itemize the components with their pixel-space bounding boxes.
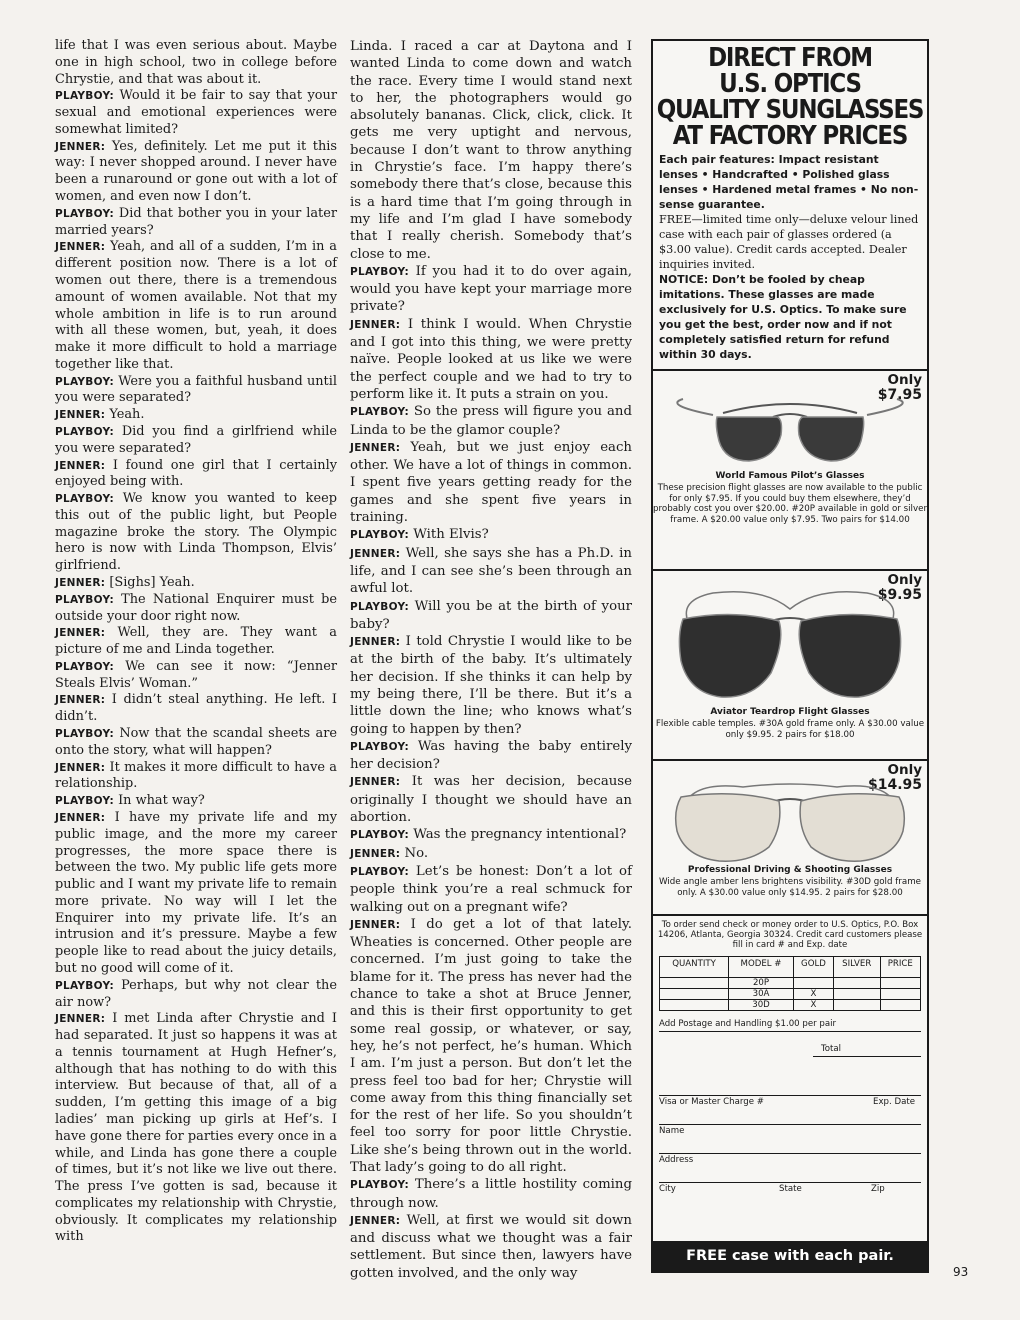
paragraph-text: Well, she says she has a Ph.D. in life, and I can see she’s been through an awful lot. — [350, 545, 632, 597]
name-label: Name — [659, 1126, 685, 1136]
speaker-label: PLAYBOY: — [350, 829, 409, 842]
paragraph-text: There’s a little hostility coming through now. — [350, 1177, 633, 1211]
speaker-label: PLAYBOY: — [55, 795, 114, 808]
article-paragraph — [55, 760, 337, 794]
paragraph-text: Yeah, but we just enjoy each other. We have a lot of things in common. I spent five years getting ready for the games and she spent five years in training. — [350, 439, 632, 526]
speaker-label: JENNER: — [55, 140, 106, 153]
model-cell: 20P — [729, 978, 794, 989]
order-table — [659, 956, 921, 1011]
speaker-label: PLAYBOY: — [350, 865, 409, 878]
paragraph-text: Yeah, and all of a sudden, I’m in a different position now. There is a lot of women out there, there is a tremendous amount of women available. Not that my whole ambition in life is to run around with all these women, but, yeah, it does make it more difficult to hold a marriage together like that. — [55, 239, 337, 372]
article-paragraph — [350, 1212, 632, 1282]
article-paragraph — [350, 403, 632, 439]
order-form — [653, 914, 927, 1194]
paragraph-text: Yes, definitely. Let me put it this way: I never shopped around. I never have been a runaround or gone out with a lot of women, and even now I don’t. — [55, 138, 338, 205]
article-paragraph — [55, 424, 337, 458]
speaker-label: JENNER: — [350, 441, 401, 454]
product-description: Wide angle amber lens brightens visibility. #30D gold frame only. A $30.00 value only $14.95. 2 pairs for $28.00 — [658, 877, 922, 898]
column-header: GOLD — [793, 957, 833, 978]
headline-line: DIRECT FROM — [708, 43, 872, 73]
article-paragraph — [55, 139, 337, 206]
article-paragraph — [350, 38, 632, 263]
article-paragraph — [55, 692, 337, 726]
article-column-2 — [350, 38, 632, 1282]
speaker-label: JENNER: — [55, 811, 106, 824]
paragraph-text: I found one girl that I certainly enjoyed being with. — [55, 457, 337, 490]
headline-line: QUALITY SUNGLASSES — [656, 95, 924, 125]
total-field[interactable] — [813, 1032, 921, 1057]
model-cell: 30A — [729, 989, 794, 1000]
column-header: SILVER — [833, 957, 880, 978]
gold-cell[interactable]: X — [793, 989, 833, 1000]
paragraph-text: life that I was even serious about. Maybe one in high school, two in college before Chrystie, and that was about it. — [55, 38, 337, 87]
speaker-label: JENNER: — [350, 318, 401, 331]
speaker-label: JENNER: — [55, 409, 106, 422]
article-column-1 — [55, 38, 337, 1246]
speaker-label: PLAYBOY: — [55, 207, 114, 220]
article-paragraph — [55, 491, 337, 575]
product-description: These precision flight glasses are now available to the public for only $7.95. If you could buy them elsewhere, they’d probably cost you over $20.00. #20P available in gold or silver frame. A $20.00 value only $7.95. Two pairs for $14.00 — [653, 483, 928, 525]
paragraph-text: I told Chrystie I would like to be at the birth of the baby. It’s ultimately her decision. If she thinks it can help by my being there, I’ll be there. But it’s a little down the line; who knows what’s going to happen by then? — [350, 634, 633, 737]
speaker-label: JENNER: — [350, 636, 401, 649]
paragraph-text: Was the pregnancy intentional? — [413, 827, 627, 843]
speaker-label: JENNER: — [55, 241, 106, 254]
article-paragraph — [55, 575, 337, 592]
free-case-banner: FREE case with each pair. — [653, 1241, 927, 1271]
paragraph-text: I met Linda after Chrystie and I had separated. It just so happens it was at a tennis tournament at Hugh Hefner’s, although that has nothing to do with this interview. But because of that, all of a sudden, I’m getting this image of a big ladies’ man picking up girls at Hef’s. I have gone there for parties every once in a while, and Linda has gone there a couple of times, but it’s not like we live out there. The press I’ve gotten is sad, because it complicates my relationship with Chrystie, obviously. It complicates my relationship with — [55, 1011, 337, 1245]
paragraph-text: [Sighs] Yeah. — [109, 575, 195, 590]
zip-label: Zip — [871, 1184, 885, 1194]
speaker-label: PLAYBOY: — [350, 740, 409, 753]
price-cell[interactable] — [880, 989, 920, 1000]
speaker-label: JENNER: — [350, 547, 401, 560]
product-name: Professional Driving & Shooting Glasses — [687, 865, 893, 875]
article-paragraph — [55, 659, 337, 693]
model-cell: 30D — [729, 1000, 794, 1011]
total-label: Total — [821, 1044, 842, 1054]
headline-line: U.S. OPTICS — [719, 69, 861, 99]
speaker-label: JENNER: — [55, 577, 106, 589]
article-paragraph — [350, 633, 632, 738]
article-paragraph — [55, 88, 337, 138]
article-paragraph — [350, 526, 632, 544]
paragraph-text: I do get a lot of that lately. Wheaties is concerned. Other people are concerned. I’m just going to take the blame for it. The press has never had the chance to take a shot at Bruce Jenner, and this is their first opportunity to get some real gossip, or whatever, or say, hey, he’s not perfect, he’s human. Which I am. I’m just a person. But don’t let the press feel too bad for her; Chrystie will come away from this thing financially set for the rest of her life. So you shouldn’t feel too sorry for poor little Chrystie. Like she’s being thrown out in the world. That lady’s going to do all right. — [350, 916, 632, 1175]
product-driving-glasses — [653, 759, 927, 916]
table-row — [660, 989, 921, 1000]
article-paragraph — [55, 810, 337, 978]
city-state-zip-field[interactable] — [659, 1154, 921, 1194]
paragraph-text: Was having the baby entirely her decision? — [350, 738, 632, 773]
ad-headline — [653, 45, 927, 149]
paragraph-text: Well, they are. They want a picture of me and Linda together. — [55, 625, 337, 658]
article-paragraph — [55, 407, 337, 424]
article-paragraph — [55, 239, 337, 373]
paragraph-text: With Elvis? — [413, 527, 489, 543]
silver-cell[interactable] — [833, 989, 880, 1000]
headline-line: AT FACTORY PRICES — [672, 121, 908, 151]
paragraph-text: I didn’t steal anything. He left. I didn’t. — [55, 692, 338, 725]
paragraph-text: Linda. I raced a car at Daytona and I wanted Linda to come down and watch the race. Every time I would stand next to her, the photographers would go absolutely bananas. Click, click, click. It gets me very uptight and nervous, because I don’t want to throw anything in Chrystie’s face. I’m happy there’s somebody there that’s close, because this is a hard time that I’m going through in my life and I’m glad I have somebody that I really cherish. Somebody that’s close to me. — [350, 39, 632, 262]
paragraph-text: If you had it to do over again, would you have kept your marriage more private? — [350, 263, 632, 315]
speaker-label: PLAYBOY: — [350, 406, 409, 419]
gold-cell[interactable]: X — [793, 1000, 833, 1011]
speaker-label: PLAYBOY: — [55, 493, 114, 506]
exp-date-label: Exp. Date — [873, 1097, 915, 1107]
quantity-cell[interactable] — [660, 989, 729, 1000]
product-name: World Famous Pilot’s Glasses — [715, 471, 865, 481]
paragraph-text: No. — [404, 845, 429, 861]
speaker-label: JENNER: — [55, 459, 106, 472]
product-pilot-glasses — [653, 369, 927, 571]
article-paragraph — [350, 598, 632, 634]
paragraph-text: Will you be at the birth of your baby? — [350, 598, 632, 632]
postage-label: Add Postage and Handling $1.00 per pair — [659, 1019, 837, 1029]
ad-notice: NOTICE: Don’t be fooled by cheap imitations. These glasses are made exclusively for U.S. Optics. To make sure you get the best, order now and if not completely satisfied return for refund within 30 days. — [659, 273, 907, 361]
paragraph-text: It makes it more difficult to have a relationship. — [55, 759, 337, 792]
paragraph-text: We know you wanted to keep this out of the public light, but People magazine broke the story. The Olympic hero is now with Linda Thompson, Elvis’ girlfriend. — [55, 491, 337, 574]
pilot-glasses-icon — [653, 385, 927, 469]
paragraph-text: Let’s be honest: Don’t a lot of people think you’re a real schmuck for walking out on a pregnant wife? — [350, 863, 632, 915]
speaker-label: PLAYBOY: — [55, 660, 114, 673]
price-cell[interactable] — [880, 978, 920, 989]
article-paragraph — [55, 726, 337, 760]
page-number: 93 — [953, 1265, 969, 1279]
state-label: State — [779, 1184, 802, 1194]
order-instructions: To order send check or money order to U.S. Optics, P.O. Box 14206, Atlanta, Georgia 30324. Credit card customers please fill in card # and Exp. date — [657, 920, 923, 950]
speaker-label: PLAYBOY: — [55, 728, 114, 741]
paragraph-text: In what way? — [118, 793, 205, 809]
address-label: Address — [659, 1155, 694, 1165]
paragraph-text: Did that bother you in your later married years? — [55, 205, 337, 238]
speaker-label: JENNER: — [350, 776, 401, 789]
article-paragraph — [350, 773, 632, 826]
name-field[interactable] — [659, 1096, 921, 1136]
article-paragraph — [55, 793, 337, 810]
paragraph-text: Yeah. — [109, 407, 145, 423]
article-paragraph — [350, 439, 632, 526]
speaker-label: PLAYBOY: — [55, 979, 114, 992]
speaker-label: PLAYBOY: — [55, 90, 114, 103]
column-header: MODEL # — [729, 957, 794, 978]
card-label: Visa or Master Charge # — [659, 1097, 764, 1107]
city-label: City — [659, 1184, 676, 1194]
price-cell[interactable] — [880, 1000, 920, 1011]
card-number-field[interactable] — [659, 1057, 921, 1107]
article-paragraph — [350, 916, 632, 1176]
article-paragraph — [55, 206, 337, 240]
speaker-label: PLAYBOY: — [55, 425, 114, 438]
speaker-label: PLAYBOY: — [350, 600, 409, 613]
speaker-label: PLAYBOY: — [350, 1179, 409, 1192]
paragraph-text: It was her decision, because originally I thought we should have an abortion. — [350, 774, 633, 826]
quantity-cell[interactable] — [660, 978, 729, 989]
product-name: Aviator Teardrop Flight Glasses — [710, 707, 870, 717]
speaker-label: JENNER: — [350, 918, 401, 931]
price-tag: Only $9.95 — [877, 572, 922, 603]
speaker-label: JENNER: — [55, 761, 106, 774]
aviator-glasses-icon — [653, 581, 927, 711]
column-header: PRICE — [880, 957, 920, 978]
article-paragraph — [350, 545, 632, 598]
product-description: Flexible cable temples. #30A gold frame only. A $30.00 value only $9.95. 2 pairs for $18.00 — [655, 719, 925, 740]
address-field[interactable] — [659, 1125, 921, 1165]
article-paragraph — [350, 826, 632, 844]
paragraph-text: We can see it now: “Jenner Steals Elvis’ Woman.” — [55, 658, 337, 691]
article-paragraph — [350, 845, 632, 863]
paragraph-text: I have my private life and my public image, and the more my career progresses, the more space there is between the two. My public life gets more public and I want my private life to remain more private. No way will I let the Enquirer into my private life. It’s an intrusion and it’s pressure. Maybe a few people like to read about the juicy details, but no good will come of it. — [55, 809, 337, 976]
article-paragraph — [55, 1011, 337, 1246]
article-paragraph — [350, 863, 632, 916]
speaker-label: PLAYBOY: — [55, 593, 114, 606]
article-paragraph — [55, 592, 337, 626]
table-row — [660, 1000, 921, 1011]
paragraph-text: Perhaps, but why not clear the air now? — [55, 977, 337, 1010]
paragraph-text: Were you a faithful husband until you were separated? — [55, 373, 337, 406]
paragraph-text: Did you find a girlfriend while you were separated? — [55, 423, 337, 456]
table-row — [660, 978, 921, 989]
price-tag: Only $7.95 — [877, 372, 922, 403]
speaker-label: JENNER: — [350, 1214, 401, 1227]
ad-copy — [653, 149, 927, 362]
article-paragraph — [55, 458, 337, 492]
driving-glasses-icon — [653, 767, 927, 867]
paragraph-text: Now that the scandal sheets are onto the story, what will happen? — [55, 726, 337, 758]
ad-features: Each pair features: Impact resistant lenses • Handcrafted • Polished glass lenses • Hardened metal frames • No non-sense guarantee. — [659, 153, 919, 211]
speaker-label: JENNER: — [55, 1013, 106, 1026]
price-tag: Only $14.95 — [867, 762, 922, 793]
product-aviator-glasses — [653, 569, 927, 761]
column-header: QUANTITY — [660, 957, 729, 978]
gold-cell[interactable] — [793, 978, 833, 989]
silver-cell[interactable] — [833, 978, 880, 989]
speaker-label: JENNER: — [55, 627, 106, 640]
article-paragraph — [350, 316, 632, 403]
article-paragraph — [55, 374, 337, 408]
postage-line[interactable] — [659, 1011, 921, 1032]
article-paragraph — [55, 978, 337, 1012]
quantity-cell[interactable] — [660, 1000, 729, 1011]
article-paragraph — [55, 625, 337, 659]
speaker-label: JENNER: — [55, 694, 106, 707]
article-paragraph — [350, 1176, 632, 1212]
paragraph-text: I think I would. When Chrystie and I got into this thing, we were pretty naïve. People looked at us like we were the perfect couple and we had to try to perform like it. It puts a strain on you. — [350, 316, 632, 402]
speaker-label: PLAYBOY: — [350, 265, 409, 278]
speaker-label: PLAYBOY: — [350, 529, 409, 542]
sunglasses-advertisement — [651, 39, 929, 1273]
article-paragraph — [350, 263, 632, 316]
silver-cell[interactable] — [833, 1000, 880, 1011]
ad-free-offer: FREE—limited time only—deluxe velour lined case with each pair of glasses ordered (a $3.00 value). Credit cards accepted. Dealer inquiries invited. — [659, 213, 919, 271]
article-paragraph — [55, 38, 337, 88]
paragraph-text: Well, at first we would sit down and discuss what we thought was a fair settlement. But since then, lawyers have gotten involved, and the only way — [350, 1212, 632, 1281]
paragraph-text: So the press will figure you and Linda to be the glamor couple? — [350, 404, 633, 438]
paragraph-text: The National Enquirer must be outside your door right now. — [55, 591, 337, 624]
article-paragraph — [350, 738, 632, 774]
paragraph-text: Would it be fair to say that your sexual and emotional experiences were somewhat limited? — [55, 88, 337, 137]
speaker-label: JENNER: — [350, 847, 401, 860]
speaker-label: PLAYBOY: — [55, 375, 114, 388]
